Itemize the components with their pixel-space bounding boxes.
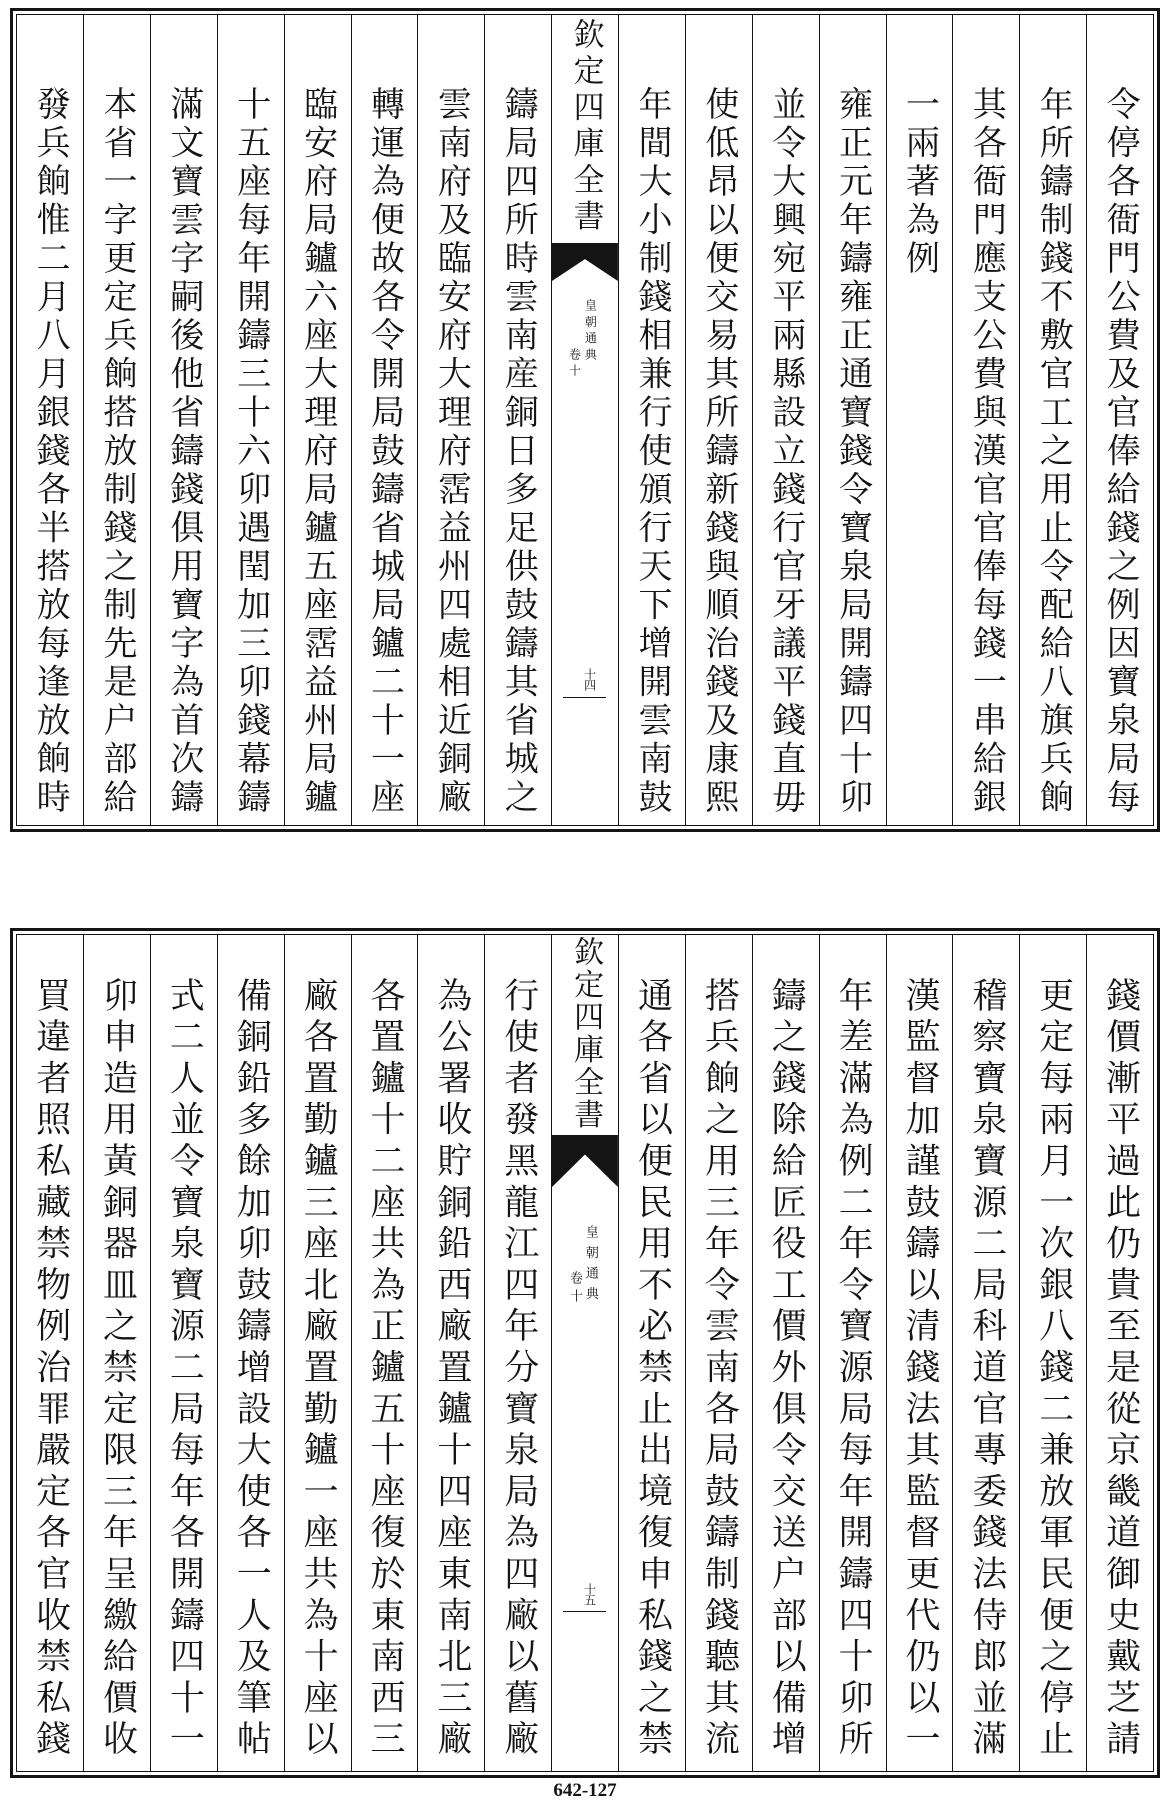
text-column xyxy=(217,935,284,1771)
footer-page-id: 642-127 xyxy=(553,1780,617,1801)
column-text: 雲南府及臨安府大理府霑益州四處相近銅廠 xyxy=(431,86,472,818)
column-text: 年間大小制錢相兼行使頒行天下增開雲南鼓 xyxy=(631,86,672,818)
text-column xyxy=(83,935,150,1771)
text-column xyxy=(484,15,551,825)
text-column xyxy=(150,15,217,825)
column-text: 式二人並令寶泉寶源二局每年各開鑄四十一 xyxy=(164,977,205,1762)
column-text: 鑄之錢除給匠役工價外俱令交送户部以備增 xyxy=(766,977,807,1762)
text-column xyxy=(17,15,83,825)
text-column xyxy=(886,935,953,1771)
column-text: 一兩著為例 xyxy=(899,86,940,279)
column-text: 錢價漸平過此仍貴至是從京畿道御史戴芝請 xyxy=(1100,977,1141,1762)
column-grid xyxy=(16,934,1154,1772)
column-text: 年差滿為例二年令寶源局每年開鑄四十卯所 xyxy=(833,977,874,1762)
column-text: 轉運為便故各令開局鼓鑄省城局鑪二十一座 xyxy=(364,86,405,818)
column-text: 稽察寶泉寶源二局科道官專委錢法侍郎並滿 xyxy=(966,977,1007,1762)
text-column xyxy=(150,935,217,1771)
folio-rule xyxy=(563,697,606,698)
text-column xyxy=(1019,935,1086,1771)
text-column xyxy=(685,15,752,825)
text-column xyxy=(952,15,1019,825)
column-text: 並令大興宛平兩縣設立錢行官牙議平錢直毋 xyxy=(765,86,806,818)
text-column xyxy=(819,15,886,825)
column-text: 備銅鉛多餘加卯鼓鑄增設大使各一人及筆帖 xyxy=(231,977,272,1762)
text-column xyxy=(685,935,752,1771)
text-column xyxy=(83,15,150,825)
column-text: 更定每兩月一次銀八錢二兼放軍民便之停止 xyxy=(1033,977,1074,1762)
column-text: 十五座每年開鑄三十六卯遇閏加三卯錢幕鑄 xyxy=(230,86,271,818)
fishtail-mark xyxy=(552,243,618,281)
book-title: 欽定四庫全書 xyxy=(568,936,604,1131)
fishtail-mark xyxy=(552,1135,618,1187)
column-text: 為公署收貯銅鉛西廠置鑪十四座東南北三廠 xyxy=(431,977,472,1762)
column-text: 漢監督加謹鼓鑄以清錢法其監督更代仍以一 xyxy=(899,977,940,1762)
page-frame-bottom xyxy=(10,928,1160,1778)
column-text: 買違者照私藏禁物例治罪嚴定各官收禁私錢 xyxy=(30,977,71,1762)
text-column xyxy=(752,15,819,825)
work-title: 皇朝通典 xyxy=(583,299,598,365)
text-column xyxy=(618,935,685,1771)
text-column xyxy=(217,15,284,825)
text-column xyxy=(417,15,484,825)
page-frame-top xyxy=(10,8,1160,832)
work-title: 皇朝通典 xyxy=(582,1225,598,1307)
column-text: 令停各衙門公費及官俸給錢之例因寶泉局每 xyxy=(1100,86,1141,818)
gutter-column xyxy=(551,935,618,1771)
text-column xyxy=(284,15,351,825)
text-column xyxy=(284,935,351,1771)
folio-number: 十五 xyxy=(582,1583,597,1605)
column-text: 行使者發黑龍江四年分寶泉局為四廠以舊廠 xyxy=(498,977,539,1762)
text-column xyxy=(886,15,953,825)
text-column xyxy=(1086,15,1153,825)
juan-number: 卷十 xyxy=(567,1271,583,1307)
book-title: 欽定四庫全書 xyxy=(567,18,604,236)
column-text: 其各衙門應支公費與漢官官俸每錢一串給銀 xyxy=(966,86,1007,818)
text-column xyxy=(17,935,83,1771)
column-text: 搭兵餉之用三年令雲南各局鼓鑄制錢聽其流 xyxy=(699,977,740,1762)
column-text: 通各省以便民用不必禁止出境復申私錢之禁 xyxy=(632,977,673,1762)
column-text: 年所鑄制錢不敷官工之用止令配給八旗兵餉 xyxy=(1033,86,1074,818)
column-text: 卯申造用黃銅器皿之禁定限三年呈繳給價收 xyxy=(97,977,138,1762)
text-column xyxy=(618,15,685,825)
folio-rule xyxy=(563,1611,606,1612)
column-text: 各置鑪十二座共為正鑪五十座復於東南西三 xyxy=(364,977,405,1762)
juan-number: 卷十 xyxy=(567,348,582,380)
text-column xyxy=(351,15,418,825)
gutter-column xyxy=(551,15,618,825)
text-column xyxy=(417,935,484,1771)
text-column xyxy=(952,935,1019,1771)
column-text: 雍正元年鑄雍正通寶錢令寶泉局開鑄四十卯 xyxy=(832,86,873,818)
folio-number: 十四 xyxy=(582,668,597,690)
text-column xyxy=(351,935,418,1771)
column-text: 廠各置勤鑪三座北廠置勤鑪一座共為十座以 xyxy=(298,977,339,1762)
column-text: 臨安府局鑪六座大理府局鑪五座霑益州局鑪 xyxy=(297,86,338,818)
text-column xyxy=(1019,15,1086,825)
text-column xyxy=(819,935,886,1771)
text-column xyxy=(752,935,819,1771)
text-column xyxy=(484,935,551,1771)
column-text: 使低昂以便交易其所鑄新錢與順治錢及康熙 xyxy=(698,86,739,818)
text-column xyxy=(1086,935,1153,1771)
column-text: 發兵餉惟二月八月銀錢各半搭放每逢放餉時 xyxy=(30,86,71,818)
column-grid xyxy=(16,14,1154,826)
column-text: 鑄局四所時雲南産銅日多足供鼓鑄其省城之 xyxy=(498,86,539,818)
column-text: 本省一字更定兵餉搭放制錢之制先是户部給 xyxy=(96,86,137,818)
column-text: 滿文寶雲字嗣後他省鑄錢俱用寶字為首次鑄 xyxy=(163,86,204,818)
